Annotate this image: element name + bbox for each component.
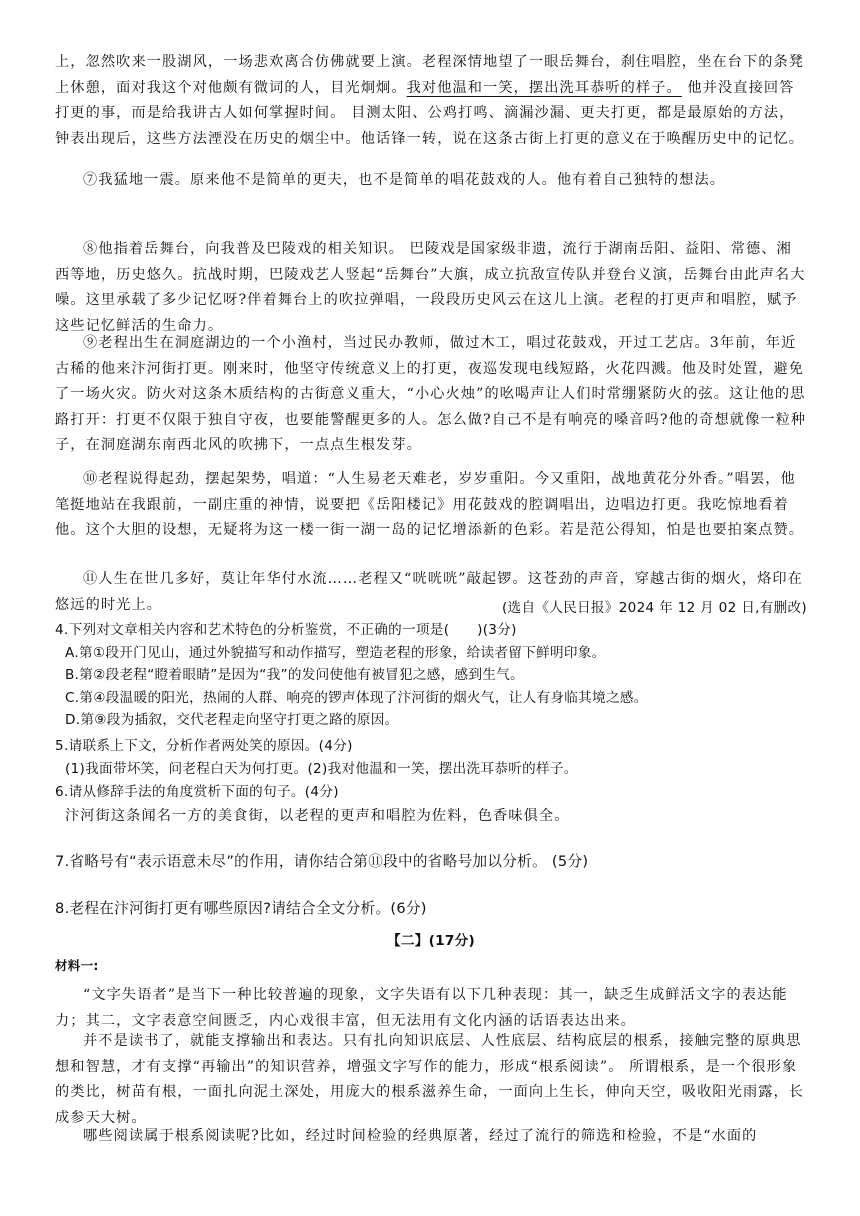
question-4 [55,619,807,732]
paragraph-7: ⑦我猛地一震。原来他不是简单的更夫，也不是简单的唱花鼓戏的人。他有着自己独特的想法。 [83,172,726,188]
material-label: 材料一: [55,958,99,973]
paragraph-8: ⑧他指着岳舞台，向我普及巴陵戏的相关知识。 巴陵戏是国家级非遗，流行于湖南岳阳、益阳、常德、湘西等地，历史悠久。抗战时期，巴陵戏艺人竖起“岳舞台”大旗，成立抗敌宣传队并登台义演，岳舞台由此声名大噪。这里承载了多少记忆呀?伴着舞台上的吹拉弹唱，一段段历史风云在这儿上演。老程的打更声和唱腔，赋予这些记忆鲜活的生命力。 [55,241,806,334]
question-stem: 4.下列对文章相关内容和艺术特色的分析鉴赏，不正确的一项是( )(3分) [55,622,517,638]
paragraph-6-continuation [55,50,807,152]
option-d: D.第⑨段为插叙，交代老程走向坚守打更之路的原因。 [65,712,399,729]
question-8: 8.老程在汴河街打更有哪些原因?请结合全文分析。(6分) [55,900,427,917]
paragraph-10: ⑩老程说得起劲，摆起架势，唱道：“人生易老天难老，岁岁重阳。今又重阳，战地黄花分外香。”唱罢，他笔挺地站在我跟前，一副庄重的神情，说要把《岳阳楼记》用花鼓戏的腔调唱出，边唱边打更。我吃惊地看着他。这个大胆的设想，无疑将为这一楼一街一湖一岛的记忆增添新的色彩。若是范公得知，怕是也要拍案点赞。 [55,471,805,539]
material-paragraph-3: 哪些阅读属于根系阅读呢?比如，经过时间检验的经典原著，经过了流行的筛选和检验，不是“水面的 [83,1128,758,1144]
question-stem: 5.请联系上下文，分析作者两处笑的原因。(4分) [55,738,353,754]
question-5-items: (1)我面带坏笑，问老程白天为何打更。(2)我对他温和一笑，摆出洗耳恭听的样子。 [65,760,578,777]
option-b: B.第②段老程“瞪着眼睛”是因为“我”的发问使他有被冒犯之感，感到生气。 [65,667,525,684]
text-run: 他并没直接回答打更的事，而是给我讲古人如何掌握时间。 目测太阳、公鸡打鸣、滴漏沙漏、更夫打更，都是最原始的方法，钟表出现后，这些方法湮没在历史的烟尘中。他话锋一转，说在这条古街上打更的意义在于唤醒历史中的记忆。 [55,79,805,147]
option-a: A.第①段开门见山，通过外貌描写和动作描写，塑造老程的形象，给读者留下鲜明印象。 [65,644,606,661]
text-run: 上，忽然吹来一股湖风，一场悲欢离合仿佛就要上演。老程深情地望了一眼岳舞台，刹住唱腔，坐在台下的条凳上休憩，面对我这个对他颇有微词的人，目光炯炯。 [55,54,805,96]
section-heading: 【二】(17分) [386,933,476,949]
material-paragraph-1: “文字失语者”是当下一种比较普遍的现象，文字失语有以下几种表现：其一，缺乏生成鲜活文字的表达能力；其二，文字表意空间匮乏，内心戏很丰富，但无法用有文化内涵的话语表达出来。 [55,987,788,1029]
question-6 [55,781,807,829]
question-5 [55,735,807,780]
underlined-sentence: 我对他温和一笑，摆出洗耳恭听的样子。 [406,79,682,96]
question-stem: 6.请从修辞手法的角度赏析下面的句子。(4分) [55,784,339,800]
material-paragraph-2: 并不是读书了，就能支撑输出和表达。只有扎向知识底层、人性底层、结构底层的根系，接触完整的原典思想和智慧，才有支撑“再输出”的知识营养，增强文字写作的能力，形成“根系阅读”。 所谓根系，是一个很形象的类比，树苗有根，一面扎向泥土深处，用庞大的根系滋养生命，一面向上生长，伸向天空，吸收阳光雨露，长成参天大树。 [55,1033,805,1126]
question-7: 7.省略号有“表示语意未尽”的作用，请你结合第⑪段中的省略号加以分析。 (5分) [55,853,589,870]
paragraph-11: ⑪人生在世几多好，莫让年华付水流……老程又“咣咣咣”敲起锣。这苍劲的声音，穿越古街的烟火，烙印在悠远的时光上。 [55,571,803,613]
paragraph-9: ⑨老程出生在洞庭湖边的一个小渔村，当过民办教师，做过木工，唱过花鼓戏，开过工艺店。3年前，年近古稀的他来汴河街打更。刚来时，他坚守传统意义上的打更，夜巡发现电线短路，火花四溅。他及时处置，避免了一场火灾。防火对这条木质结构的古街意义重大，“小心火烛”的吆喝声让人们时常绷紧防火的弦。这让他的思路打开：打更不仅限于独自守夜，也要能警醒更多的人。怎么做?自己不是有响亮的嗓音吗?他的奇想就像一粒种子，在洞庭湖东南西北风的吹拂下，一点点生根发芽。 [55,335,807,454]
option-c: C.第④段温暖的阳光，热闹的人群、响亮的锣声体现了汴河街的烟火气，让人有身临其境之感。 [65,689,648,706]
question-6-sentence: 汴河街这条闻名一方的美食街，以老程的更声和唱腔为佐料，色香味俱全。 [65,807,570,824]
source-citation: (选自《人民日报》2024 年 12 月 02 日,有删改) [501,600,807,616]
